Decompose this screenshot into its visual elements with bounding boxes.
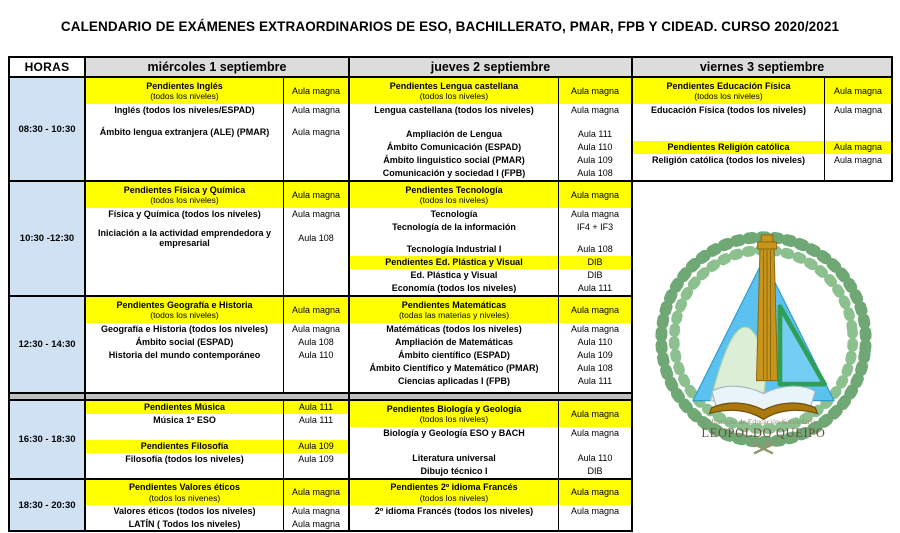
- exam-block: [350, 180, 631, 295]
- thursday-blocks: [350, 76, 631, 530]
- room-cell: Aula 108: [577, 168, 613, 179]
- room-cell: Aula magna: [559, 78, 631, 104]
- room-cell: Aula 108: [298, 232, 334, 243]
- room-cell: DIB: [587, 270, 603, 281]
- room-cell: Aula 108: [577, 244, 613, 255]
- room-cell: Aula magna: [559, 182, 631, 208]
- subject-cell: Iniciación a la actividad emprendedora y empresarial: [97, 227, 272, 248]
- subject-cell: Pendientes Matemáticas (todas las materias y niveles): [350, 297, 558, 323]
- subject-cell: Ámbito lengua extranjera (ALE) (PMAR): [99, 127, 270, 138]
- exam-block: [350, 399, 631, 478]
- subject-cell: Ampliación de Lengua: [405, 129, 502, 140]
- subject-cell: Pendientes Educación Física (todos los niveles): [633, 78, 824, 104]
- subject-cell: Pendientes Tecnología (todos los niveles): [350, 182, 558, 208]
- room-cell: Aula magna: [570, 428, 620, 439]
- room-cell: Aula 109: [298, 454, 334, 465]
- room-cell: Aula 110: [577, 142, 613, 153]
- room-cell: Aula 111: [577, 376, 613, 387]
- subject-cell: Historia del mundo contemporáneo: [108, 350, 261, 361]
- subject-cell: Pendientes Música: [86, 401, 283, 414]
- time-cell: 10:30 -12:30: [10, 180, 84, 295]
- room-cell: Aula 109: [577, 350, 613, 361]
- exam-block: [350, 478, 631, 530]
- logo-line1: Instituto de Educación Secundaria: [710, 417, 816, 427]
- spacer: [825, 117, 891, 141]
- subject-cell: Pendientes Inglés (todos los niveles): [86, 78, 283, 104]
- time-cell: 08:30 - 10:30: [10, 76, 84, 180]
- subject-cell: Ámbito Comunicación (ESPAD): [386, 142, 522, 153]
- room-cell: Aula magna: [291, 506, 341, 517]
- separator-band: [10, 392, 84, 399]
- room-cell: Aula 111: [577, 129, 613, 140]
- separator-band: [86, 392, 348, 399]
- subject-cell: Ámbito linguistico social (PMAR): [383, 155, 525, 166]
- spacer: [559, 234, 631, 243]
- room-cell: DIB: [587, 466, 603, 477]
- room-cell: Aula 110: [577, 337, 613, 348]
- subject-cell: Religión católica (todos los niveles): [651, 155, 806, 166]
- subject-cell: Inglés (todos los niveles/ESPAD): [114, 105, 255, 116]
- day-column-wednesday: [86, 56, 350, 532]
- room-cell: Aula magna: [825, 141, 891, 154]
- subject-cell: Ámbito Científico y Matemático (PMAR): [369, 363, 539, 374]
- spacer: [350, 440, 558, 452]
- room-cell: Aula magna: [559, 480, 631, 505]
- room-cell: Aula 109: [577, 155, 613, 166]
- subject-cell: Lengua castellana (todos los niveles): [374, 105, 534, 116]
- room-cell: Aula magna: [833, 155, 883, 166]
- school-logo-icon: [646, 222, 881, 457]
- subject-cell: Dibujo técnico I: [420, 466, 488, 477]
- subject-cell: Pendientes 2º idioma Francés (todos los niveles): [350, 480, 558, 505]
- day-column-thursday: [350, 56, 633, 532]
- subject-cell: Matémáticas (todos los niveles): [386, 324, 522, 335]
- room-cell: IF4 + IF3: [576, 222, 614, 233]
- exam-block: [86, 399, 348, 478]
- spacer: [350, 234, 558, 243]
- spacer: [86, 427, 283, 440]
- subject-cell: Pendientes Biología y Geología (todos los niveles): [350, 401, 558, 427]
- hours-header: HORAS: [10, 58, 84, 76]
- subject-cell: Pendientes Valores éticos (todos los nivenes): [86, 480, 283, 505]
- subject-cell: Valores éticos (todos los niveles): [113, 506, 256, 517]
- hours-cells: [10, 76, 84, 530]
- exam-block: [86, 76, 348, 180]
- room-cell: Aula magna: [284, 480, 348, 505]
- room-cell: Aula magna: [291, 518, 341, 529]
- room-cell: Aula 111: [577, 283, 613, 294]
- hours-column: [8, 56, 86, 532]
- spacer: [284, 427, 348, 440]
- subject-cell: Música 1º ESO: [153, 415, 216, 426]
- subject-cell: Educación Física (todos los niveles): [650, 105, 807, 116]
- spacer: [350, 117, 558, 128]
- subject-cell: Física y Química (todos los niveles): [108, 209, 261, 220]
- subject-cell: Pendientes Religión católica: [633, 141, 824, 154]
- exam-block: [350, 295, 631, 392]
- room-cell: Aula magna: [570, 209, 620, 220]
- exam-block: [86, 180, 348, 295]
- spacer: [559, 440, 631, 452]
- subject-cell: Tecnología de la información: [392, 222, 516, 233]
- logo-line3: Melilla: [750, 438, 776, 449]
- room-cell: Aula magna: [825, 78, 891, 104]
- room-cell: Aula magna: [570, 506, 620, 517]
- subject-cell: Geografía e Historia (todos los niveles): [100, 324, 269, 335]
- room-cell: Aula magna: [284, 297, 348, 323]
- room-cell: Aula magna: [291, 105, 341, 116]
- subject-cell: Comunicación y sociedad I (FPB): [382, 168, 526, 179]
- room-cell: Aula magna: [284, 78, 348, 104]
- exam-block: [86, 295, 348, 392]
- exam-block: [350, 76, 631, 180]
- subject-cell: Literatura universal: [412, 453, 496, 464]
- room-cell: Aula 108: [298, 337, 334, 348]
- school-logo-area: [633, 182, 893, 532]
- day-header-wednesday: miércoles 1 septiembre: [86, 58, 348, 76]
- subject-cell: Economía (todos los niveles): [391, 283, 517, 294]
- room-cell: Aula magna: [559, 297, 631, 323]
- room-cell: Aula magna: [833, 105, 883, 116]
- room-cell: DIB: [559, 256, 631, 269]
- separator-band: [350, 392, 631, 399]
- subject-cell: Pendientes Ed. Plástica y Visual: [350, 256, 558, 269]
- wednesday-blocks: [86, 76, 348, 530]
- room-cell: Aula magna: [570, 324, 620, 335]
- room-cell: Aula magna: [559, 401, 631, 427]
- subject-cell: Ámbito científico (ESPAD): [398, 350, 510, 361]
- time-cell: 12:30 - 14:30: [10, 295, 84, 392]
- day-header-friday: viernes 3 septiembre: [633, 58, 891, 76]
- room-cell: Aula 111: [298, 415, 334, 426]
- spacer: [559, 117, 631, 128]
- spacer: [86, 117, 283, 126]
- subject-cell: Pendientes Física y Química (todos los niveles): [86, 182, 283, 208]
- spacer: [633, 117, 824, 141]
- time-cell: 16:30 - 18:30: [10, 399, 84, 478]
- subject-cell: Biología y Geología ESO y BACH: [383, 428, 525, 439]
- room-cell: Aula 109: [284, 440, 348, 453]
- exam-block: [633, 76, 891, 180]
- subject-cell: Pendientes Filosofía: [86, 440, 283, 453]
- subject-cell: LATÍN ( Todos los niveles): [128, 518, 241, 529]
- day-header-thursday: jueves 2 septiembre: [350, 58, 631, 76]
- room-cell: Aula 110: [298, 350, 334, 361]
- subject-cell: Ámbito social (ESPAD): [135, 337, 234, 348]
- room-cell: Aula 108: [577, 363, 613, 374]
- exam-block: [86, 478, 348, 530]
- time-cell: 18:30 - 20:30: [10, 478, 84, 530]
- subject-cell: Tecnología Industrial I: [406, 244, 502, 255]
- room-cell: Aula magna: [291, 209, 341, 220]
- room-cell: Aula 111: [284, 401, 348, 414]
- subject-cell: Tecnología: [430, 209, 478, 220]
- page-title: CALENDARIO DE EXÁMENES EXTRAORDINARIOS DE ESO, BACHILLERATO, PMAR, FPB Y CIDEAD. CURSO 2020/2021: [60, 19, 840, 34]
- room-cell: Aula magna: [570, 105, 620, 116]
- room-cell: Aula magna: [291, 127, 341, 138]
- subject-cell: Pendientes Geografía e Historia (todos los niveles): [86, 297, 283, 323]
- subject-cell: Ciencias aplicadas I (FPB): [397, 376, 511, 387]
- logo-line2: LEOPOLDO QUEIPO: [701, 426, 825, 441]
- calendar-table: [8, 56, 893, 532]
- subject-cell: Filosofía (todos los niveles): [125, 454, 244, 465]
- day-column-friday: [633, 56, 893, 532]
- friday-blocks: [633, 76, 891, 180]
- room-cell: Aula magna: [291, 324, 341, 335]
- subject-cell: 2º idioma Francés (todos los niveles): [374, 506, 534, 517]
- room-cell: Aula magna: [284, 182, 348, 208]
- subject-cell: Ampliación de Matemáticas: [394, 337, 514, 348]
- room-cell: Aula 110: [577, 453, 613, 464]
- subject-cell: Ed. Plástica y Visual: [410, 270, 498, 281]
- spacer: [284, 117, 348, 126]
- subject-cell: Pendientes Lengua castellana (todos los niveles): [350, 78, 558, 104]
